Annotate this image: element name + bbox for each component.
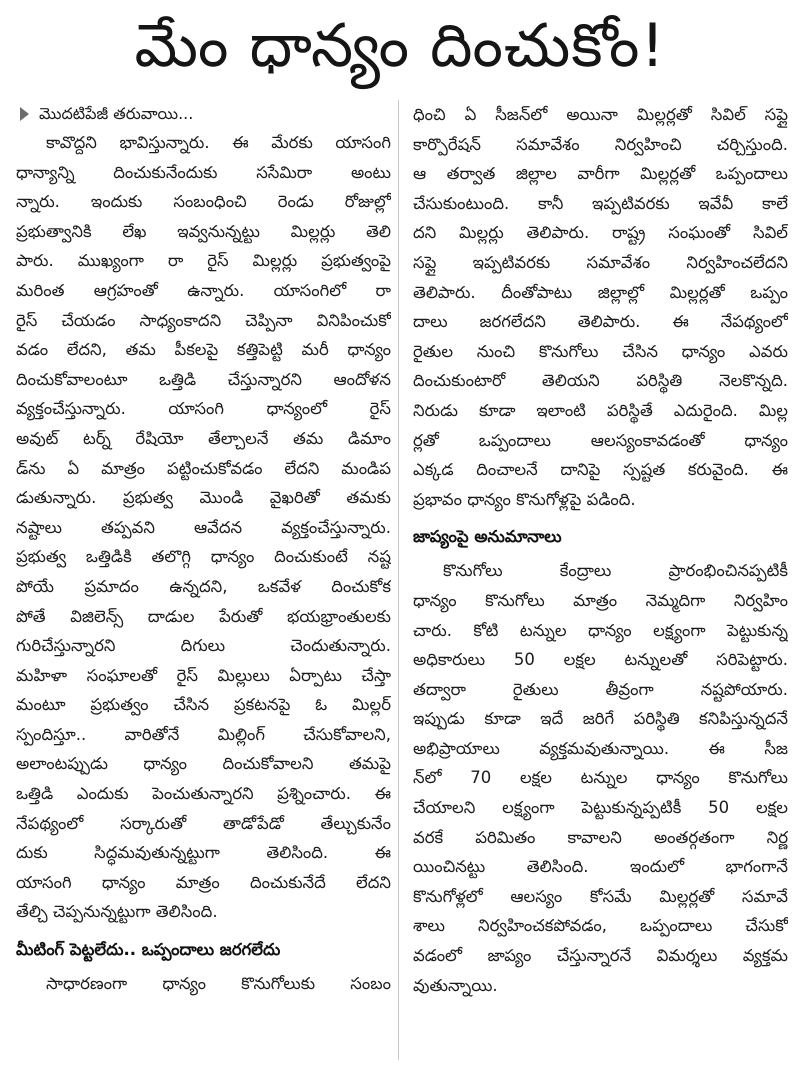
right-paragraph [413,100,788,514]
text-line: కొనుగోలు కేంద్రాలు ప్రారంభించినప్పటికీ [443,561,788,581]
right-paragraph-2 [413,556,788,1000]
text-line: ప్రభావం ధాన్యం కొనుగోళ్లపై పడింది. [413,489,636,509]
text-line: నిరుడు కూడా ఇలాంటి పరిస్థితే ఎదురైంది. మిల్ల [413,400,788,420]
text-line: మరింత ఆగ్రహంతో ఉన్నారు. యాసంగిలో రా [16,280,391,300]
text-line: అవుట్ టర్న్ రేషియో తేల్చాలనే తమ డిమాం [16,428,391,448]
text-line: చారు. కోటి టన్నుల ధాన్యం లక్ష్యంగా పెట్టుకున్న [413,620,788,640]
text-line: మంటూ ప్రభుత్వం చేసిన ప్రకటనపై ఓ మిల్లర్ [16,695,391,715]
text-line: నష్టాలు తప్పవని ఆవేదన వ్యక్తంచేస్తున్నారు. [16,517,391,537]
text-line: ప్రభుత్వ ఒత్తిడికి తలొగ్గి ధాన్యం దించుకుంటే నష్ట [16,547,391,567]
text-line: ర్లతో ఒప్పందాలు ఆలస్యంకావడంతో ధాన్యం [413,430,788,450]
continuation-marker [16,100,391,128]
text-line: వ్యక్తంచేస్తున్నారు. యాసంగి ధాన్యంలో రైస్ [16,399,391,419]
text-line: కార్పొరేషన్ సమావేశం నిర్వహించి చర్చిస్తుంది. [413,134,788,154]
text-line: సాధారణంగా ధాన్యం కొనుగోలుకు సంబం [46,974,391,994]
text-line: వరకే పరిమితం కావాలని అంతర్గతంగా నిర్ణ [413,827,788,847]
text-line: దించుకోవాలంటూ ఒత్తిడి చేస్తున్నారని ఆందోళన [16,369,391,389]
column-divider [398,100,399,1060]
text-line: ఇప్పుడు కూడా ఇదే జరిగే పరిస్థితి కనిపిస్తున్నదనే [413,709,788,729]
text-line: తెలిపారు. దీంతోపాటు జిల్లాల్లో మిల్లర్లతో ఒప్పం [413,282,788,302]
text-line: అధికారులు 50 లక్షల టన్నులతో సరిపెట్టారు. [413,650,788,670]
text-line: న్నారు. ఇందుకు సంబంధించి రెండు రోజుల్లో [16,192,391,212]
text-line: ధాన్యం కొనుగోలు మాత్రం నెమ్మదిగా నిర్వహిం [413,590,788,610]
left-subheading: మీటింగ్ పెట్టలేదు.. ఒప్పందాలు జరగలేదు [16,940,281,960]
left-column [16,100,391,999]
text-line: ధించి ఏ సీజన్‌లో అయినా మిల్లర్లతో సివిల్ సప్లై [413,105,788,124]
text-line: పారు. ముఖ్యంగా రా రైస్ మిల్లర్లు ప్రభుత్వంపై [16,251,391,271]
text-line: ఎక్కడ దించాలనే దానిపై స్పష్టత కరువైంది. ఈ [413,460,788,480]
right-column [413,100,788,1000]
continuation-text: మొదటిపేజీ తరువాయి... [39,104,194,123]
text-line: తేల్చి చెప్పనున్నట్టుగా తెలిసింది. [16,902,218,922]
text-line: ప్రభుత్వానికి లేఖ ఇవ్వనున్నట్టు మిల్లర్లు తెలి [16,221,391,241]
headline: మేం ధాన్యం దించుకోం! [134,11,666,81]
text-line: రైతుల నుంచి కొనుగోలు చేసిన ధాన్యం ఎవరు [413,341,788,361]
text-line: వడం లేదని, తమ పీకలపై కత్తిపెట్టి మరీ ధాన్యం [16,340,391,360]
text-line: ఒత్తిడి ఎందుకు పెంచుతున్నారని ప్రశ్నించారు. ఈ [16,784,391,804]
text-line: అభిప్రాయాలు వ్యక్తమవుతున్నాయి. ఈ సీజ [413,738,788,758]
text-line: చేయాలని లక్ష్యంగా పెట్టుకున్నప్పటికీ 50 లక్షల [413,798,788,818]
text-line: ధాన్యాన్ని దించుకునేందుకు ససేమిరా అంటు [16,162,391,182]
text-line: వుతున్నాయి. [413,975,498,995]
text-line: రైస్ చేయడం సాధ్యంకాదని చెప్పినా వినిపించుకో [16,310,391,330]
text-line: చేసుకుంటుంది. కానీ ఇప్పటివరకు ఇవేవీ కాలే [413,193,788,213]
arrow-right-icon [20,107,29,121]
text-line: పోతే విజిలెన్స్ దాడుల పేరుతో భయభ్రాంతులకు [16,606,391,626]
text-line: స్పందిస్తూ.. వారితోనే మిల్లింగ్ చేసుకోవాలని, [16,724,391,744]
text-line: ఆ తర్వాత జిల్లాల వారీగా మిల్లర్లతో ఒప్పందాలు [413,164,788,184]
right-subheading: జాప్యంపై అనుమానాలు [413,527,562,547]
text-line: తద్వారా రైతులు తీవ్రంగా నష్టపోయారు. [413,679,788,699]
left-paragraph [16,128,391,927]
text-line: వడంలో జాప్యం చేస్తున్నారనే విమర్శలు వ్యక్తమ [413,946,788,966]
text-line: నేపథ్యంలో సర్కారుతో తాడోపేడో తేల్చుకునేం [16,813,391,833]
text-line: గురిచేస్తున్నారని దిగులు చెందుతున్నారు. [16,636,391,656]
text-line: దించుకుంటారో తెలియని పరిస్థితి నెలకొన్నది. [413,371,788,391]
text-line: దాలు జరగలేదని తెలిపారు. ఈ నేపథ్యంలో [413,312,788,332]
left-paragraph-2 [16,969,391,999]
text-line: మహిళా సంఘాలతో రైస్ మిల్లులు ఏర్పాటు చేస్తా [16,665,391,685]
text-line: దని మిల్లర్లు తెలిపారు. రాష్ట్ర సంఘంతో సివిల్ [413,223,788,243]
text-line: యించినట్టు తెలిసింది. ఇందులో భాగంగానే [413,857,788,877]
text-line: పోయే ప్రమాదం ఉన్నదని, ఒకవేళ దించుకోక [16,576,391,596]
text-line: న్‌లో 70 లక్షల టన్నుల ధాన్యం కొనుగోలు [413,768,788,788]
text-line: డ్‌ను ఏ మాత్రం పట్టించుకోవడం లేదని మండిప [16,458,391,478]
text-line: అలాంటప్పుడు ధాన్యం దించుకోవాలని తమపై [16,754,391,774]
text-line: సప్లై ఇప్పటివరకు సమావేశం నిర్వహించలేదని [413,252,788,272]
text-line: దుకు సిద్ధమవుతున్నట్టుగా తెలిసింది. ఈ [16,843,391,863]
text-line: డుతున్నారు. ప్రభుత్వ మొండి వైఖరితో తమకు [16,488,391,508]
text-line: కొనుగోళ్లలో ఆలస్యం కోసమే మిల్లర్లతో సమావే [413,886,788,906]
text-line: కావొద్దని భావిస్తున్నారు. ఈ మేరకు యాసంగి [46,133,391,152]
text-line: శాలు నిర్వహించకపోవడం, ఒప్పందాలు చేసుకో [413,916,788,936]
text-line: యాసంగి ధాన్యం మాత్రం దించుకునేదే లేదని [16,872,391,892]
